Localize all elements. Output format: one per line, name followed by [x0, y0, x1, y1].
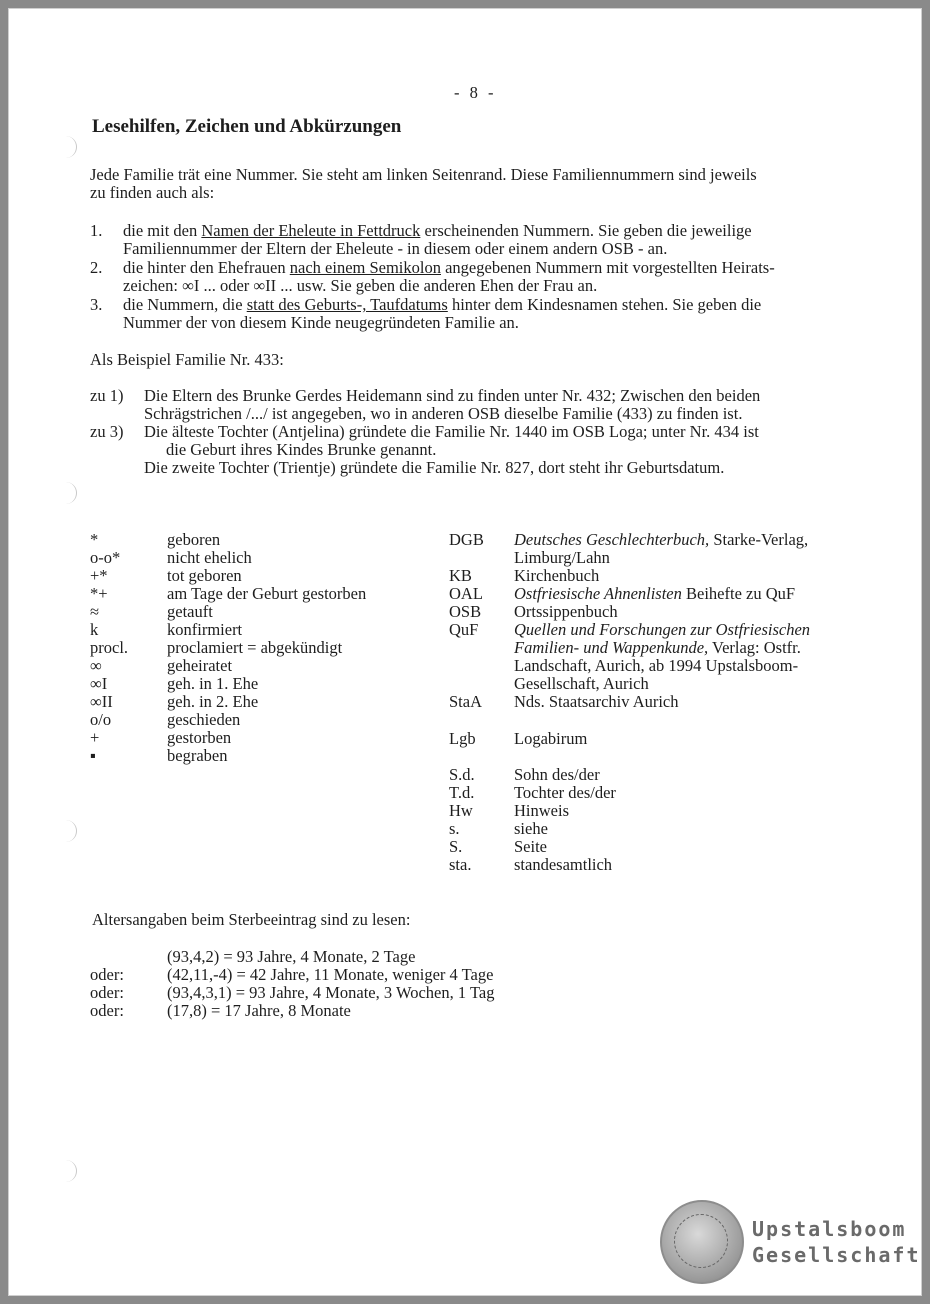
example-text: Die zweite Tochter (Trientje) gründete die Familie Nr. 827, dort steht ihr Geburtsdatum. — [144, 458, 725, 477]
intro-line: Jede Familie trät eine Nummer. Sie steht am linken Seitenrand. Diese Familiennummern sind jeweils — [90, 165, 757, 184]
ages-example: (17,8) = 17 Jahre, 8 Monate — [167, 1001, 351, 1020]
abbreviation: QuF — [449, 620, 479, 639]
abbreviation-description: Kirchenbuch — [514, 566, 600, 585]
abbreviation: s. — [449, 819, 460, 838]
symbol-description: geh. in 1. Ehe — [167, 674, 259, 693]
list-number: 1. — [90, 221, 103, 240]
symbol: + — [90, 728, 100, 747]
symbol-description: konfirmiert — [167, 620, 243, 639]
page-title: Lesehilfen, Zeichen und Abkürzungen — [92, 116, 402, 137]
symbol-description: gestorben — [167, 728, 232, 747]
abbreviation-description: Familien- und Wappenkunde, Verlag: Ostfr. — [514, 638, 801, 657]
example-text: Die älteste Tochter (Antjelina) gründete die Familie Nr. 1440 im OSB Loga; unter Nr. 434 ist — [144, 422, 759, 441]
ages-example: (93,4,2) = 93 Jahre, 4 Monate, 2 Tage — [167, 947, 416, 966]
example-text: Schrägstrichen /.../ ist angegeben, wo in anderen OSB dieselbe Familie (433) zu finden ist. — [144, 404, 743, 423]
ages-title: Altersangaben beim Sterbeeintrag sind zu lesen: — [92, 910, 411, 929]
list-item: die mit den Namen der Eheleute in Fettdruck erscheinenden Nummern. Sie geben die jeweilige — [123, 221, 752, 240]
example-text: die Geburt ihres Kindes Brunke genannt. — [166, 440, 437, 459]
symbol-description: am Tage der Geburt gestorben — [167, 584, 367, 603]
seal-inner-ring — [674, 1214, 728, 1268]
punch-hole-mark — [58, 1160, 77, 1182]
symbol: ▪ — [90, 746, 96, 765]
abbreviation-description: Logabirum — [514, 729, 588, 748]
punch-hole-mark — [58, 136, 77, 158]
abbreviation: Lgb — [449, 729, 476, 748]
page-number: - 8 - — [454, 83, 497, 102]
abbreviation-description: Gesellschaft, Aurich — [514, 674, 649, 693]
symbol: o-o* — [90, 548, 121, 567]
abbreviation: sta. — [449, 855, 472, 874]
abbreviation-description: Hinweis — [514, 801, 569, 820]
symbol: *+ — [90, 584, 108, 603]
abbreviation: StaA — [449, 692, 482, 711]
abbreviation-description: Limburg/Lahn — [514, 548, 610, 567]
symbol: procl. — [90, 638, 129, 657]
abbreviation-description: Deutsches Geschlechterbuch, Starke-Verlag, — [514, 530, 809, 549]
brand-name: Gesellschaft — [752, 1243, 921, 1267]
abbreviation-description: Quellen und Forschungen zur Ostfriesischen — [514, 620, 811, 639]
symbol: ∞I — [90, 674, 108, 693]
ages-label: oder: — [90, 983, 124, 1002]
example-label: zu 1) — [90, 386, 124, 405]
symbol: ≈ — [90, 602, 100, 621]
abbreviation: OSB — [449, 602, 482, 621]
abbreviation: Hw — [449, 801, 473, 820]
document-page — [8, 8, 922, 1296]
symbol: +* — [90, 566, 108, 585]
ages-example: (42,11,-4) = 42 Jahre, 11 Monate, weniger 4 Tage — [167, 965, 494, 984]
abbreviation-description: standesamtlich — [514, 855, 613, 874]
ages-example: (93,4,3,1) = 93 Jahre, 4 Monate, 3 Wochen, 1 Tag — [167, 983, 495, 1002]
abbreviation: DGB — [449, 530, 484, 549]
symbol: ∞ — [90, 656, 102, 675]
symbol-description: nicht ehelich — [167, 548, 252, 567]
abbreviation-description: Ortssippenbuch — [514, 602, 618, 621]
abbreviation: S. — [449, 837, 463, 856]
list-item-continuation: zeichen: ∞I ... oder ∞II ... usw. Sie geben die anderen Ehen der Frau an. — [123, 276, 598, 295]
symbol-description: begraben — [167, 746, 228, 765]
abbreviation-description: Nds. Staatsarchiv Aurich — [514, 692, 679, 711]
symbol-description: geheiratet — [167, 656, 233, 675]
abbreviation: KB — [449, 566, 472, 585]
abbreviation-description: Sohn des/der — [514, 765, 600, 784]
symbol: k — [90, 620, 99, 639]
list-number: 3. — [90, 295, 103, 314]
example-text: Die Eltern des Brunke Gerdes Heidemann sind zu finden unter Nr. 432; Zwischen den beiden — [144, 386, 761, 405]
list-item-continuation: Familiennummer der Eltern der Eheleute - in diesem oder einem andern OSB - an. — [123, 239, 668, 258]
list-number: 2. — [90, 258, 103, 277]
abbreviation-description: Ostfriesische Ahnenlisten Beihefte zu QuF — [514, 584, 796, 603]
abbreviation-description: Tochter des/der — [514, 783, 616, 802]
abbreviation: T.d. — [449, 783, 475, 802]
list-item: die Nummern, die statt des Geburts-, Taufdatums hinter dem Kindesnamen stehen. Sie geben die — [123, 295, 762, 314]
seal-logo — [660, 1200, 744, 1284]
abbreviation-description: siehe — [514, 819, 548, 838]
symbol-description: geboren — [167, 530, 221, 549]
abbreviation-description: Landschaft, Aurich, ab 1994 Upstalsboom- — [514, 656, 799, 675]
symbol-description: getauft — [167, 602, 213, 621]
symbol: * — [90, 530, 99, 549]
ages-label: oder: — [90, 965, 124, 984]
intro-line: zu finden auch als: — [90, 183, 215, 202]
ages-label: oder: — [90, 1001, 124, 1020]
list-item-continuation: Nummer der von diesem Kinde neugegründeten Familie an. — [123, 313, 519, 332]
symbol-description: geschieden — [167, 710, 241, 729]
abbreviation: S.d. — [449, 765, 475, 784]
abbreviation: OAL — [449, 584, 483, 603]
list-item: die hinter den Ehefrauen nach einem Semikolon angegebenen Nummern mit vorgestellten Heirats- — [123, 258, 775, 277]
symbol-description: geh. in 2. Ehe — [167, 692, 259, 711]
punch-hole-mark — [58, 482, 77, 504]
example-title: Als Beispiel Familie Nr. 433: — [90, 350, 284, 369]
symbol: ∞II — [90, 692, 113, 711]
symbol: o/o — [90, 710, 112, 729]
example-label: zu 3) — [90, 422, 124, 441]
brand-name: Upstalsboom — [752, 1217, 907, 1241]
symbol-description: proclamiert = abgekündigt — [167, 638, 343, 657]
symbol-description: tot geboren — [167, 566, 242, 585]
punch-hole-mark — [58, 820, 77, 842]
abbreviation-description: Seite — [514, 837, 547, 856]
